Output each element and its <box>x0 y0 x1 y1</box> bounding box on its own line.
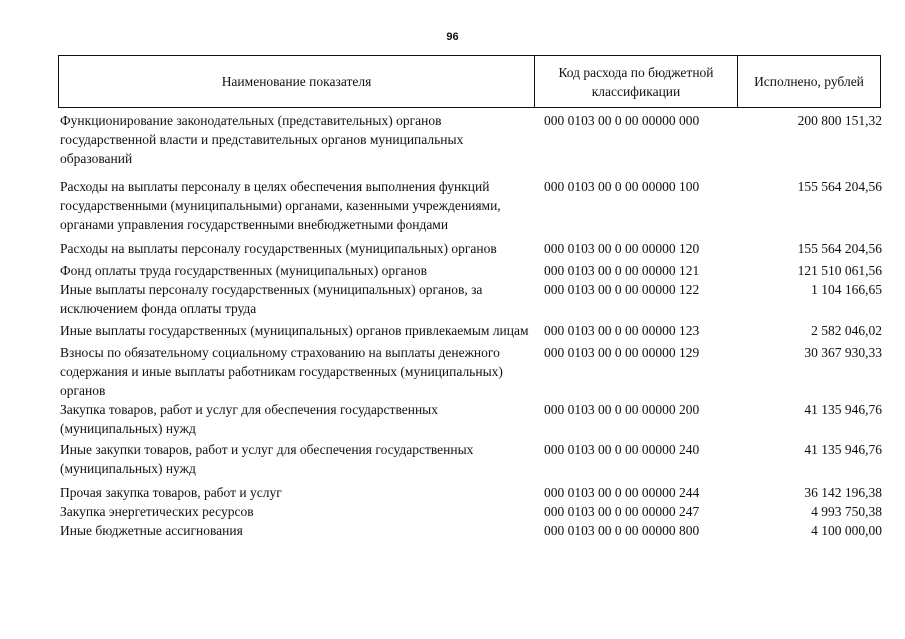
row-name: Взносы по обязательному социальному страхованию на выплаты денежного содержания и иные выплаты работникам государственных (муниципальных) органов <box>60 345 503 398</box>
row-name: Прочая закупка товаров, работ и услуг <box>60 485 282 500</box>
table-row <box>60 261 882 280</box>
row-name: Расходы на выплаты персоналу государственных (муниципальных) органов <box>60 241 497 256</box>
table-header <box>58 55 881 108</box>
table-row <box>60 343 882 400</box>
row-amount: 121 510 061,56 <box>797 263 882 278</box>
table-row <box>60 400 882 438</box>
row-amount: 4 100 000,00 <box>811 523 882 538</box>
table-row <box>60 111 882 168</box>
row-amount: 30 367 930,33 <box>804 345 882 360</box>
row-code: 000 0103 00 0 00 00000 000 <box>544 113 700 128</box>
row-code: 000 0103 00 0 00 00000 240 <box>544 442 700 457</box>
table-row <box>60 177 882 234</box>
row-name: Расходы на выплаты персоналу в целях обеспечения выполнения функций государственными (муниципальными) органами, казенными учреждениями, органами управления государственными внебюджетными фондами <box>60 179 501 232</box>
row-amount: 36 142 196,38 <box>804 485 882 500</box>
row-name: Функционирование законодательных (представительных) органов государственной власти и представительных органов муниципальных образований <box>60 113 464 166</box>
row-code: 000 0103 00 0 00 00000 122 <box>544 282 700 297</box>
row-amount: 41 135 946,76 <box>804 402 882 417</box>
row-amount: 2 582 046,02 <box>811 323 882 338</box>
row-name: Иные бюджетные ассигнования <box>60 523 243 538</box>
row-name: Иные выплаты персоналу государственных (муниципальных) органов, за исключением фонда оплаты труда <box>60 282 483 316</box>
row-amount: 1 104 166,65 <box>811 282 882 297</box>
row-amount: 200 800 151,32 <box>797 113 882 128</box>
row-code: 000 0103 00 0 00 00000 100 <box>544 179 700 194</box>
row-name: Иные выплаты государственных (муниципальных) органов привлекаемым лицам <box>60 323 529 338</box>
header-name: Наименование показателя <box>59 56 535 107</box>
row-code: 000 0103 00 0 00 00000 129 <box>544 345 700 360</box>
row-amount: 41 135 946,76 <box>804 442 882 457</box>
table-body <box>60 111 882 540</box>
table-row <box>60 440 882 478</box>
row-name: Фонд оплаты труда государственных (муниципальных) органов <box>60 263 427 278</box>
row-code: 000 0103 00 0 00 00000 200 <box>544 402 700 417</box>
row-amount: 155 564 204,56 <box>797 179 882 194</box>
row-amount: 4 993 750,38 <box>811 504 882 519</box>
table-row <box>60 483 882 502</box>
row-code: 000 0103 00 0 00 00000 247 <box>544 504 700 519</box>
row-name: Закупка товаров, работ и услуг для обеспечения государственных (муниципальных) нужд <box>60 402 439 436</box>
table-row <box>60 280 882 318</box>
row-amount: 155 564 204,56 <box>797 241 882 256</box>
row-name: Иные закупки товаров, работ и услуг для обеспечения государственных (муниципальных) нужд <box>60 442 474 476</box>
header-amount: Исполнено, рублей <box>754 74 864 89</box>
row-code: 000 0103 00 0 00 00000 120 <box>544 241 700 256</box>
table-row <box>60 239 882 258</box>
table-row <box>60 321 882 340</box>
row-code: 000 0103 00 0 00 00000 800 <box>544 523 700 538</box>
page-number: 96 <box>446 31 459 43</box>
header-code: Код расхода по бюджетной классификации <box>535 56 738 107</box>
table-row <box>60 502 882 521</box>
row-code: 000 0103 00 0 00 00000 121 <box>544 263 700 278</box>
table-row <box>60 521 882 540</box>
row-name: Закупка энергетических ресурсов <box>60 504 254 519</box>
row-code: 000 0103 00 0 00 00000 123 <box>544 323 700 338</box>
row-code: 000 0103 00 0 00 00000 244 <box>544 485 700 500</box>
